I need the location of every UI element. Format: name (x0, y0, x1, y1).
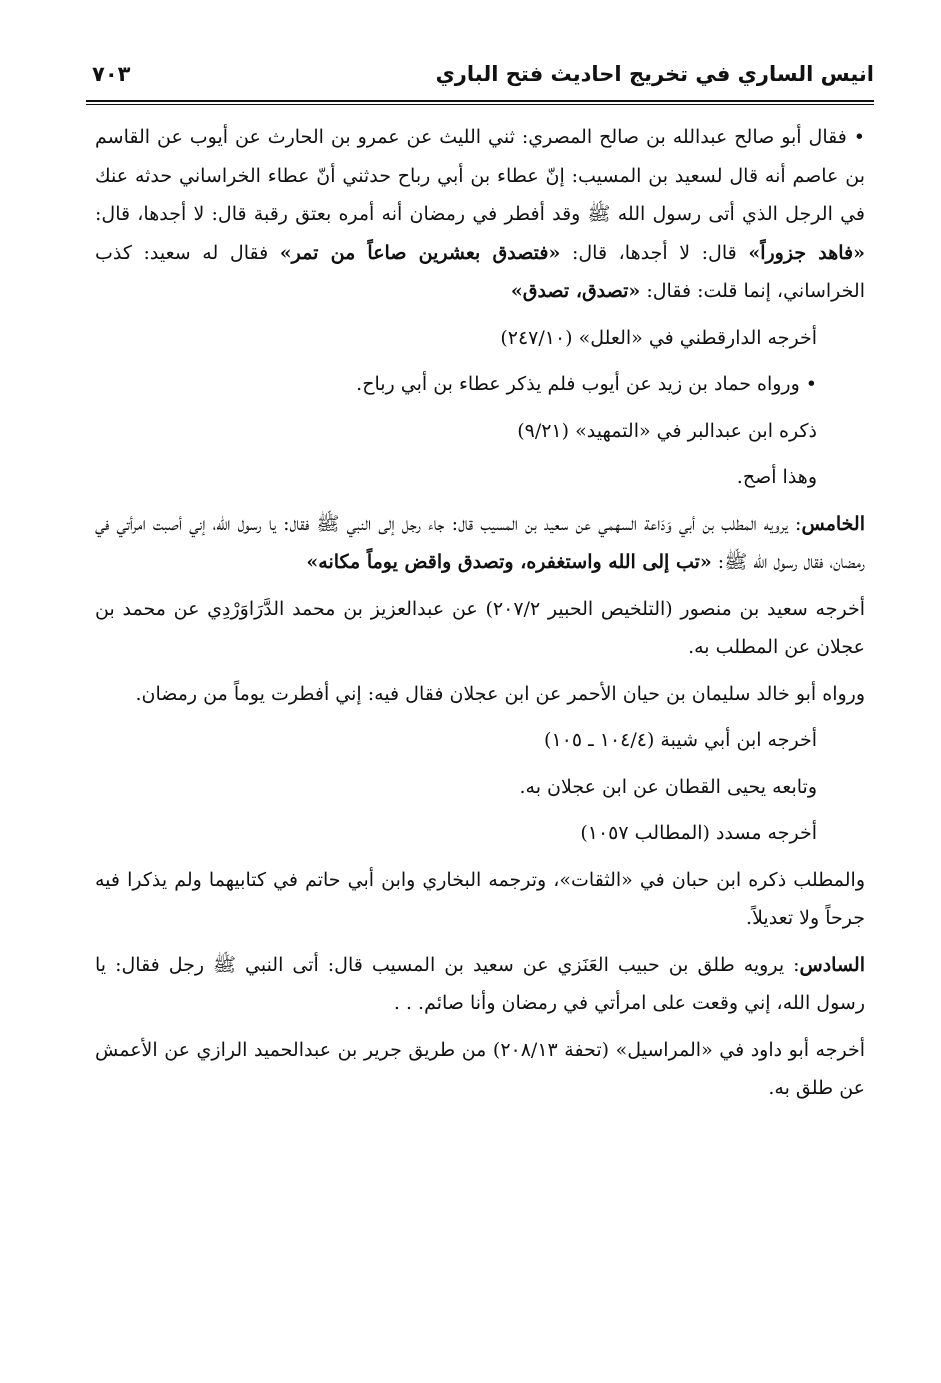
takhrij-daraqutni: أخرجه الدارقطني في «العلل» (٢٤٧/١٠) (500, 326, 817, 349)
takhrij-abu-dawud: أخرجه أبو داود في «المراسيل» (تحفة ٢٠٨/١٣) من طريق جرير بن عبدالحميد الرازي عن الأعمش عن طلق به. (95, 1038, 865, 1099)
paragraph-abu-khalid: ورواه أبو خالد سليمان بن حيان الأحمر عن ابن عجلان فقال فيه: إني أفطرت يوماً من رمضان. (135, 682, 865, 705)
section-heading: السادس (799, 953, 865, 976)
prophetic-quote: «تصدق، تصدق» (510, 280, 641, 302)
page-number: ٧٠٣ (92, 62, 131, 86)
page-header (86, 56, 874, 96)
paragraph-text: : يرويه طلق بن حبيب العَنَزي عن سعيد بن المسيب قال: أتى النبي ﷺ رجل فقال: يا رسول الله، إني وقعت على امرأتي في رمضان وأنا صائم. . . (95, 953, 865, 1014)
paragraph-text: • فقال أبو صالح عبدالله بن صالح المصري: ثني الليث عن عمرو بن الحارث عن أيوب عن القاسم بن عاصم أنه قال لسعيد بن المسيب: إنّ عطاء بن أبي رباح حدثني أنّ عطاء الخراساني حدثه عنك في الرجل الذي أتى رسول الله ﷺ وقد أفطر في رمضان أنه أمره بعتق رقبة قال: لا أجدها، قال: (95, 126, 865, 225)
prophetic-quote: «تب إلى الله واستغفره، وتصدق واقض يوماً مكانه» (306, 551, 712, 573)
header-rule-thin (86, 104, 874, 105)
paragraph-abu-salih (95, 118, 865, 311)
takhrij-ibn-abdulbarr: ذكره ابن عبدالبر في «التمهيد» (٩/٢١) (517, 419, 817, 442)
running-title: انيس الساري في تخريج احاديث فتح الباري (435, 62, 874, 86)
section-fifth (95, 505, 865, 582)
paragraph-muttalib: والمطلب ذكره ابن حبان في «الثقات»، وترجمه البخاري وابن أبي حاتم في كتابيهما ولم يذكرا فيه جرحاً ولا تعديلاً. (95, 868, 865, 929)
paragraph-text: : يرويه المطلب بن أبي وَدَاعة السهمي عن سعيد بن المسيب قال: جاء رجل إلى النبي ﷺ فقال: يا رسول الله، إني أصبت امرأتي في رمضان، فقال رسول الله ﷺ: (95, 512, 865, 573)
section-heading: الخامس (801, 512, 865, 535)
takhrij-said-ibn-mansur: أخرجه سعيد بن منصور (التلخيص الحبير ٢٠٧/٢) عن عبدالعزيز بن محمد الدَّرَاوَرْدِي عن محمد بن عجلان عن المطلب به. (95, 597, 865, 658)
body-text (95, 118, 865, 1108)
prophetic-quote: «فاهد جزوراً» (748, 241, 865, 264)
takhrij-ibn-abi-shayba: أخرجه ابن أبي شيبة (١٠٤/٤ ـ ١٠٥) (544, 729, 817, 751)
paragraph-qattan: وتابعه يحيى القطان عن ابن عجلان به. (519, 775, 817, 798)
section-sixth (95, 946, 865, 1023)
paragraph-text: قال: لا أجدها، قال: (560, 241, 749, 264)
paragraph-hammad: • ورواه حماد بن زيد عن أيوب فلم يذكر عطاء بن أبي رباح. (356, 373, 817, 395)
header-rule (86, 100, 874, 102)
paragraph-text: فقال له سعيد: كذب الخراساني، إنما قلت: فقال: (95, 241, 865, 302)
paragraph-asah: وهذا أصح. (736, 466, 817, 488)
takhrij-musaddad: أخرجه مسدد (المطالب ١٠٥٧) (580, 822, 817, 844)
prophetic-quote: «فتصدق بعشرين صاعاً من تمر» (279, 241, 561, 264)
